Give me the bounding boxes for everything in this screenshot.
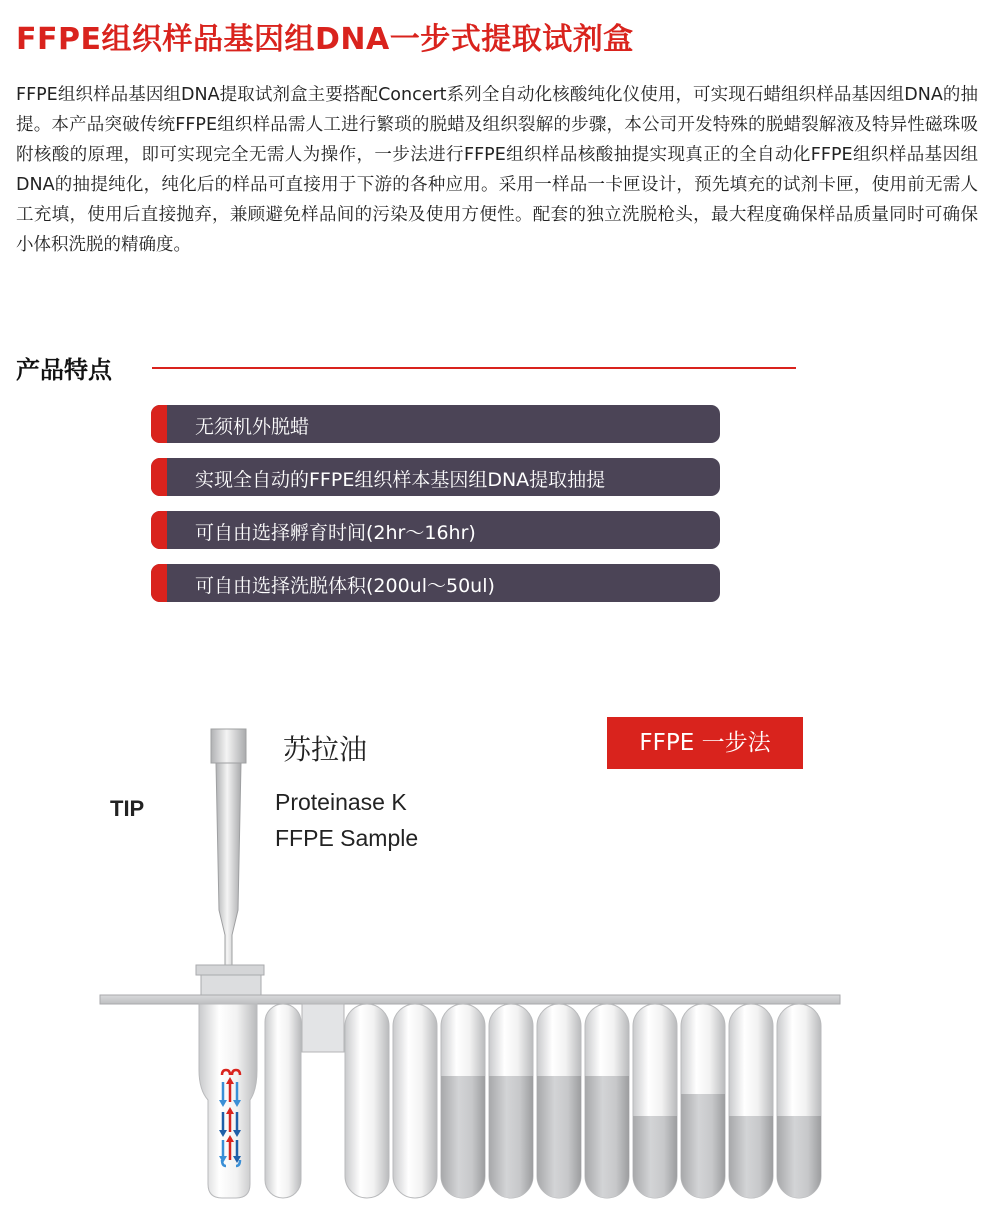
- feature-label: 无须机外脱蜡: [195, 416, 310, 438]
- bead-flow-arrows: [219, 1070, 241, 1166]
- elution-tube: [199, 1004, 257, 1198]
- features-heading: 产品特点: [16, 356, 112, 384]
- feature-label: 实现全自动的FFPE组织样本基因组DNA提取抽提: [195, 469, 606, 491]
- reagent-tube-empty: [265, 1004, 301, 1198]
- ffpe-one-step-badge: FFPE 一步法: [607, 717, 803, 769]
- page-title: FFPE组织样品基因组DNA一步式提取试剂盒: [16, 22, 634, 57]
- feature-label: 可自由选择孵育时间(2hr～16hr): [195, 522, 476, 544]
- tip-label: TIP: [110, 796, 145, 821]
- oil-label: 苏拉油: [283, 733, 368, 766]
- proteinase-k-label: Proteinase K: [275, 789, 407, 815]
- reagent-tubes: [345, 1004, 821, 1198]
- feature-label: 可自由选择洗脱体积(200ul～50ul): [195, 575, 495, 597]
- pipette-tip: [211, 729, 246, 965]
- ffpe-sample-label: FFPE Sample: [275, 825, 419, 851]
- intro-paragraph: FFPE组织样品基因组DNA提取试剂盒主要搭配Concert系列全自动化核酸纯化仪使用，可实现石蜡组织样品基因组DNA的抽提。本产品突破传统FFPE组织样品需人工进行繁琐的脱蜡及组织裂解的步骤，本公司开发特殊的脱蜡裂解液及特异性磁珠吸附核酸的原理，即可实现完全无需人为操作，一步法进行FFPE组织样品核酸抽提实现真正的全自动化FFPE组织样品基因组DNA的抽提纯化，纯化后的样品可直接用于下游的各种应用。采用一样品一卡匣设计，预先填充的试剂卡匣，使用前无需人工充填，使用后直接抛弃，兼顾避免样品间的污染及使用方便性。配套的独立洗脱枪头，最大程度确保样品质量同时可确保小体积洗脱的精确度。: [16, 85, 978, 255]
